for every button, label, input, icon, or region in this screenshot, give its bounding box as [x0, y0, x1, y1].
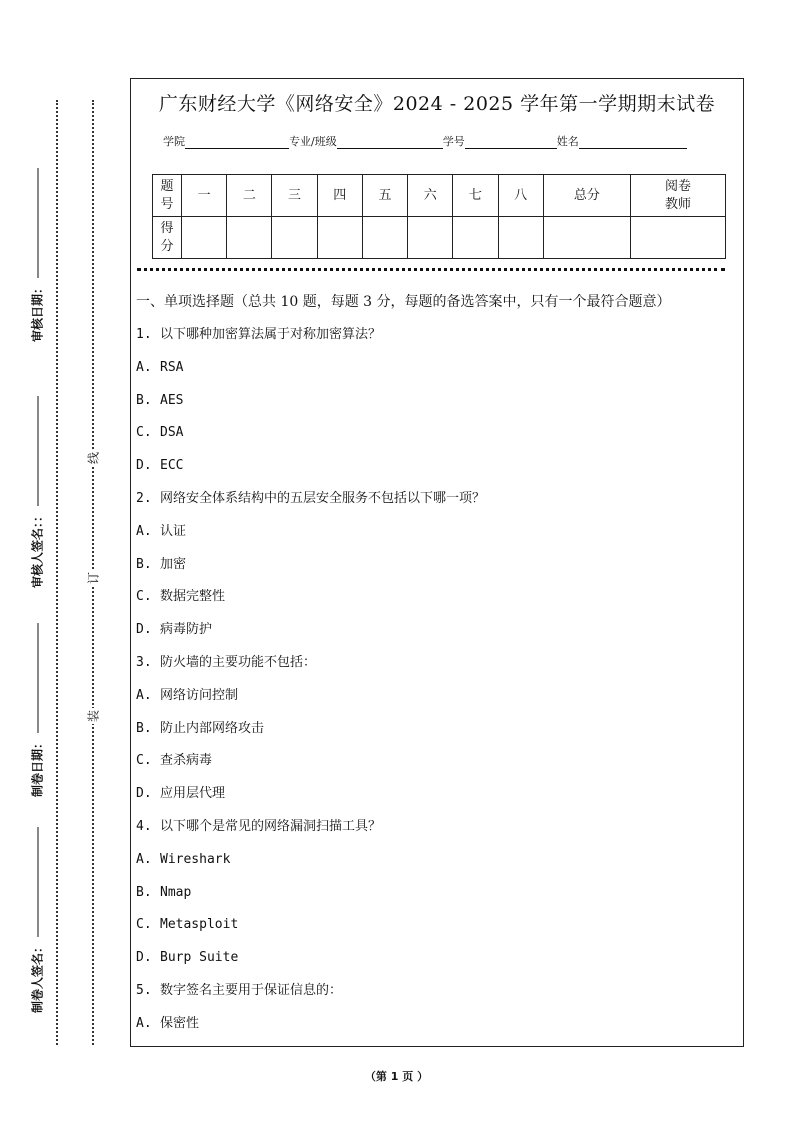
option-line[interactable]: [136, 390, 756, 423]
exam-title: 广东财经大学《网络安全》2024 - 2025 学年第一学期期末试卷: [158, 93, 716, 115]
review-date-text: 审核日期：: [30, 281, 45, 343]
option-text: ECC: [160, 458, 184, 474]
option-letter: B.: [136, 884, 152, 900]
option-line[interactable]: [136, 554, 756, 587]
section-title: 一、单项选择题（总共 10 题，每题 3 分，每题的备选答案中，只有一个最符合题意）: [136, 294, 671, 310]
option-text: 认证: [160, 523, 187, 539]
option-letter: A.: [136, 687, 152, 703]
option-letter: A.: [136, 359, 152, 375]
option-letter: B.: [136, 392, 152, 408]
option-text: 网络访问控制: [160, 687, 239, 703]
question-number-header: [153, 175, 182, 217]
question-number: 1.: [136, 327, 152, 342]
score-cell[interactable]: [317, 217, 362, 259]
question-text: 网络安全体系结构中的五层安全服务不包括以下哪一项？: [160, 490, 486, 506]
option-line[interactable]: [136, 619, 756, 652]
option-text: Burp Suite: [160, 950, 239, 966]
option-line[interactable]: [136, 357, 756, 390]
column-header: 四: [317, 175, 362, 217]
student-id-field[interactable]: [465, 136, 557, 149]
outer-dotted-line: [56, 100, 58, 1045]
option-line[interactable]: [136, 947, 756, 980]
question-line: [136, 652, 756, 685]
option-text: 加密: [160, 556, 187, 572]
option-text: Nmap: [160, 884, 192, 900]
question-line: [136, 324, 756, 357]
option-text: 数据完整性: [160, 589, 226, 605]
option-text: Wireshark: [160, 851, 231, 867]
binding-char-line: 线: [86, 451, 101, 465]
student-info-row: [163, 133, 687, 149]
option-letter: A.: [136, 851, 152, 867]
name-label: 姓名: [556, 135, 579, 148]
question-number: 5.: [136, 982, 152, 998]
question-text: 以下哪个是常见的网络漏洞扫描工具？: [160, 818, 382, 834]
student-id-label: 学号: [442, 135, 465, 148]
exam-content: [136, 291, 756, 1046]
score-row-header-line1: 得: [160, 220, 174, 236]
compile-date-field[interactable]: [36, 623, 38, 733]
binding-margin: [0, 0, 125, 1122]
option-line[interactable]: [136, 783, 756, 816]
option-text: 保密性: [160, 1015, 200, 1031]
grader-header: [631, 175, 726, 217]
option-letter: D.: [136, 786, 152, 802]
question-text: 以下哪种加密算法属于对称加密算法？: [160, 327, 382, 342]
reviewer-signature-field[interactable]: [36, 396, 38, 506]
option-text: 防止内部网络攻击: [160, 720, 265, 736]
score-cell[interactable]: [408, 217, 453, 259]
column-header: 三: [272, 175, 317, 217]
name-field[interactable]: [579, 136, 687, 149]
column-header: 五: [362, 175, 407, 217]
option-text: AES: [160, 392, 184, 408]
score-table: [152, 174, 726, 259]
question-line: [136, 816, 756, 849]
major-class-label: 专业/班级: [289, 135, 337, 148]
review-date-label: [29, 168, 46, 342]
question-number: 3.: [136, 654, 152, 670]
college-field[interactable]: [185, 136, 289, 149]
option-text: DSA: [160, 425, 184, 441]
score-cell[interactable]: [227, 217, 272, 259]
option-letter: A.: [136, 523, 152, 539]
grader-header-line2: 教师: [664, 196, 691, 212]
score-cell[interactable]: [182, 217, 227, 259]
compile-date-label: [29, 623, 46, 797]
option-text: 查杀病毒: [160, 753, 213, 769]
option-letter: C.: [136, 917, 152, 933]
question-text: 防火墙的主要功能不包括：: [160, 654, 317, 670]
option-letter: B.: [136, 556, 152, 572]
option-letter: D.: [136, 458, 152, 474]
score-row-header-line2: 分: [160, 238, 174, 254]
compile-date-text: 制卷日期：: [30, 736, 45, 798]
option-letter: A.: [136, 1015, 152, 1031]
reviewer-signature-text: 审核人签名：：: [30, 509, 45, 589]
page-number: （第 1 页 ）: [364, 1070, 429, 1083]
question-number: 2.: [136, 490, 152, 506]
option-line[interactable]: [136, 914, 756, 947]
score-table-header-row: [153, 175, 726, 217]
binding-char-bind: 装: [86, 709, 101, 723]
compiler-signature-field[interactable]: [36, 827, 38, 937]
score-cell[interactable]: [498, 217, 543, 259]
exam-frame: [130, 78, 744, 1047]
question-line: [136, 980, 756, 1013]
option-line[interactable]: [136, 586, 756, 619]
option-line[interactable]: [136, 685, 756, 718]
question-text: 数字签名主要用于保证信息的：: [160, 982, 343, 998]
option-text: 应用层代理: [160, 786, 226, 802]
question-number: 4.: [136, 818, 152, 834]
option-text: 病毒防护: [160, 622, 213, 638]
column-header: 七: [453, 175, 498, 217]
option-line[interactable]: [136, 882, 756, 915]
option-text: RSA: [160, 359, 184, 375]
option-text: Metasploit: [160, 917, 239, 933]
score-cell[interactable]: [272, 217, 317, 259]
reviewer-signature-label: [29, 396, 46, 588]
option-line[interactable]: [136, 1013, 756, 1046]
total-score-cell[interactable]: [543, 217, 630, 259]
column-header: 八: [498, 175, 543, 217]
column-header: 一: [182, 175, 227, 217]
major-class-field[interactable]: [337, 136, 443, 149]
binding-char-staple: 订: [86, 571, 101, 585]
question-number-header-line1: 题: [160, 178, 174, 194]
compiler-signature-text: 制卷人签名：: [30, 940, 45, 1014]
option-line[interactable]: [136, 849, 756, 882]
score-table-score-row: [153, 217, 726, 259]
question-number-header-line2: 号: [160, 196, 174, 212]
column-header: 二: [227, 175, 272, 217]
college-label: 学院: [163, 135, 185, 148]
total-score-header: 总分: [543, 175, 630, 217]
option-line[interactable]: [136, 521, 756, 554]
score-row-header: [153, 217, 182, 259]
option-line[interactable]: [136, 422, 756, 455]
option-letter: D.: [136, 950, 152, 966]
question-line: [136, 488, 756, 521]
grader-header-line1: 阅卷: [664, 178, 691, 194]
review-date-field[interactable]: [36, 168, 38, 278]
option-letter: D.: [136, 622, 152, 638]
score-cell[interactable]: [453, 217, 498, 259]
option-letter: C.: [136, 589, 152, 605]
option-line[interactable]: [136, 718, 756, 751]
column-header: 六: [408, 175, 453, 217]
option-line[interactable]: [136, 750, 756, 783]
grader-cell[interactable]: [631, 217, 726, 259]
compiler-signature-label: [29, 827, 46, 1013]
option-line[interactable]: [136, 455, 756, 488]
option-letter: C.: [136, 425, 152, 441]
dotted-separator: [137, 268, 725, 271]
option-letter: B.: [136, 720, 152, 736]
score-cell[interactable]: [362, 217, 407, 259]
option-letter: C.: [136, 753, 152, 769]
